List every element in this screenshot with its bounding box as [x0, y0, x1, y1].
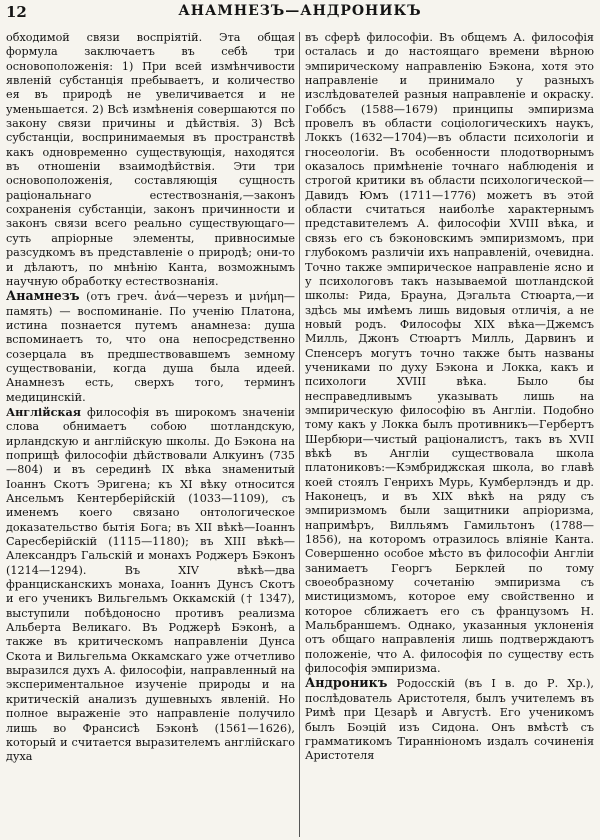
running-head: АНАМНЕЗЪ—АНДРОНИКЪ [178, 3, 422, 19]
column-divider [299, 32, 300, 837]
page-number: 12 [6, 3, 27, 21]
headword-anamnez: Анамнезъ [6, 288, 80, 304]
entry-continuation-paragraph: обходимой связи воспріятій. Эта общая формула заключаетъ въ себѣ три основоположенія: 1) При всей измѣнчивости явленій субстанція пребываетъ, и количество ея въ природѣ не увеличивается и не уменьшается. 2) Всѣ измѣненія совершаются по закону связи причины и дѣйствія. 3) Всѣ субстанціи, воспринимаемыя въ пространствѣ какъ одновременно существующія, находятся въ отношеніи взаимодѣйствія. Эти три основоположенія, составляющія сущность раціональнаго естествознанія,—законъ сохраненія субстанціи, законъ причинности и законъ связи всего реально существующаго—суть апріорные элементы, привносимые разсудкомъ въ представленіе о природѣ; они-то и дѣлаютъ, по мнѣнію Канта, возможнымъ научную обработку естествознанія. [6, 31, 295, 288]
entry-angliyskaya [6, 405, 295, 765]
entry-angliyskaya-text: философія въ широкомъ значеніи слова обнимаетъ собою шотландскую, ирландскую и англійскую школы. До Бэкона на поприщѣ философіи дѣйствовали Алкуинъ (735—804) и въ серединѣ IX вѣка знаменитый Іоаннъ Скотъ Эригена; къ XI вѣку относится Ансельмъ Кентерберійскій (1033—1109), съ именемъ коего связано онтологическое доказательство бытія Бога; въ XII вѣкѣ—Іоаннъ Саресберійскій (1115—1180); въ XIII вѣкѣ—Александръ Гальскій и монахъ Роджеръ Бэконъ (1214—1294). Въ XIV вѣкѣ—два францисканскихъ монаха, Іоаннъ Дунсъ Скотъ и его ученикъ Вильгельмъ Оккамскій († 1347), выступили побѣдоносно противъ реализма Альберта Великаго. Въ Роджерѣ Бэконѣ, а также въ критическомъ направленіи Дунса Скота и Вильгельма Оккамскаго уже отчетливо выразился духъ А. философіи, направленный на экспериментальное изученіе природы и на критическій анализъ душевныхъ явленій. Но полное выраженіе это направленіе получило лишь во Франсисѣ Бэконѣ (1561—1626), который и считается выразителемъ англійскаго духа [6, 405, 295, 764]
left-column [6, 31, 295, 840]
entry-andronik [305, 676, 594, 763]
headword-angliyskaya: Англійская [6, 404, 81, 419]
entry-anamnez [6, 289, 295, 405]
entry-angliyskaya-continuation: въ сферѣ философіи. Въ общемъ А. философія осталась и до настоящаго времени вѣрною эмпирическому направленію Бэкона, хотя это направленіе и принимало у разныхъ изслѣдователей разныя направленіе и окраску. Гоббсъ (1588—1679) принципы эмпиризма провелъ въ области соціологическихъ наукъ, Локкъ (1632—1704)—въ области психологіи и гносеологіи. Въ особенности плодотворнымъ оказалось примѣненіе точнаго наблюденія и строгой критики въ области психологической—Давидъ Юмъ (1711—1776) можетъ въ этой области считаться наиболѣе характернымъ представителемъ А. философіи XVIII вѣка, и связь его съ бэконовскимъ эмпиризмомъ, при глубокомъ различіи ихъ направленій, очевидна. Точно также эмпирическое направленіе ясно и у психологовъ такъ называемой шотландской школы: Рида, Брауна, Дэгальта Стюарта,—и здѣсь мы имѣемъ лишь видовыя отличія, а не новый родъ. Философы XIX вѣка—Джемсъ Милль, Джонъ Стюартъ Милль, Дарвинъ и Спенсеръ могутъ точно также быть названы учениками по духу Бэкона и Локка, какъ и психологи XVIII вѣка. Было бы несправедливымъ указывать лишь на эмпирическую философію въ Англіи. Подобно тому какъ у Локка былъ противникъ—Гербертъ Шербюри—чистый раціоналистъ, такъ въ XVII вѣкѣ въ Англіи существовала школа платониковъ:—Кэмбриджская школа, во главѣ коей стоялъ Генрихъ Мурь, Кумберлэндъ и др. Наконецъ, и въ XIX вѣкѣ на ряду съ эмпиризмомъ были защитники апріоризма, напримѣръ, Вилльямъ Гамильтонъ (1788—1856), на которомъ отразилось вліяніе Канта. Совершенно особое мѣсто въ философіи Англіи занимаетъ Георгъ Берклей по тому своеобразному сочетанію эмпиризма съ мистицизмомъ, которое ему свойственно и которое сближаетъ его съ французомъ Н. Мальбраншемъ. Однако, указанныя уклоненія отъ общаго направленія лишь подтверждаютъ положеніе, что А. философія по существу есть философія эмпиризма. [305, 31, 594, 676]
right-column [305, 31, 594, 840]
entry-anamnez-text: (отъ греч. ἀνά—черезъ и μνήμη—память) — воспоминаніе. По ученію Платона, истина познается путемъ анамнеза: душа вспоминаетъ то, что она непосредственно созерцала въ предшествовавшемъ земному существованіи, когда душа была идеей. Анамнезъ есть, сверхъ того, терминъ медицинскій. [6, 290, 295, 404]
entry-andronik-text: Родосскій (въ I в. до Р. Хр.), послѣдователь Аристотеля, былъ учителемъ въ Римѣ при Цезарѣ и Августѣ. Его ученикомъ былъ Боэцій изъ Сидона. Онъ вмѣстѣ съ грамматикомъ Тиранніономъ издалъ сочиненія Аристотеля [305, 677, 594, 763]
headword-andronik: Андроникъ [305, 675, 388, 691]
page-header [0, 0, 600, 30]
